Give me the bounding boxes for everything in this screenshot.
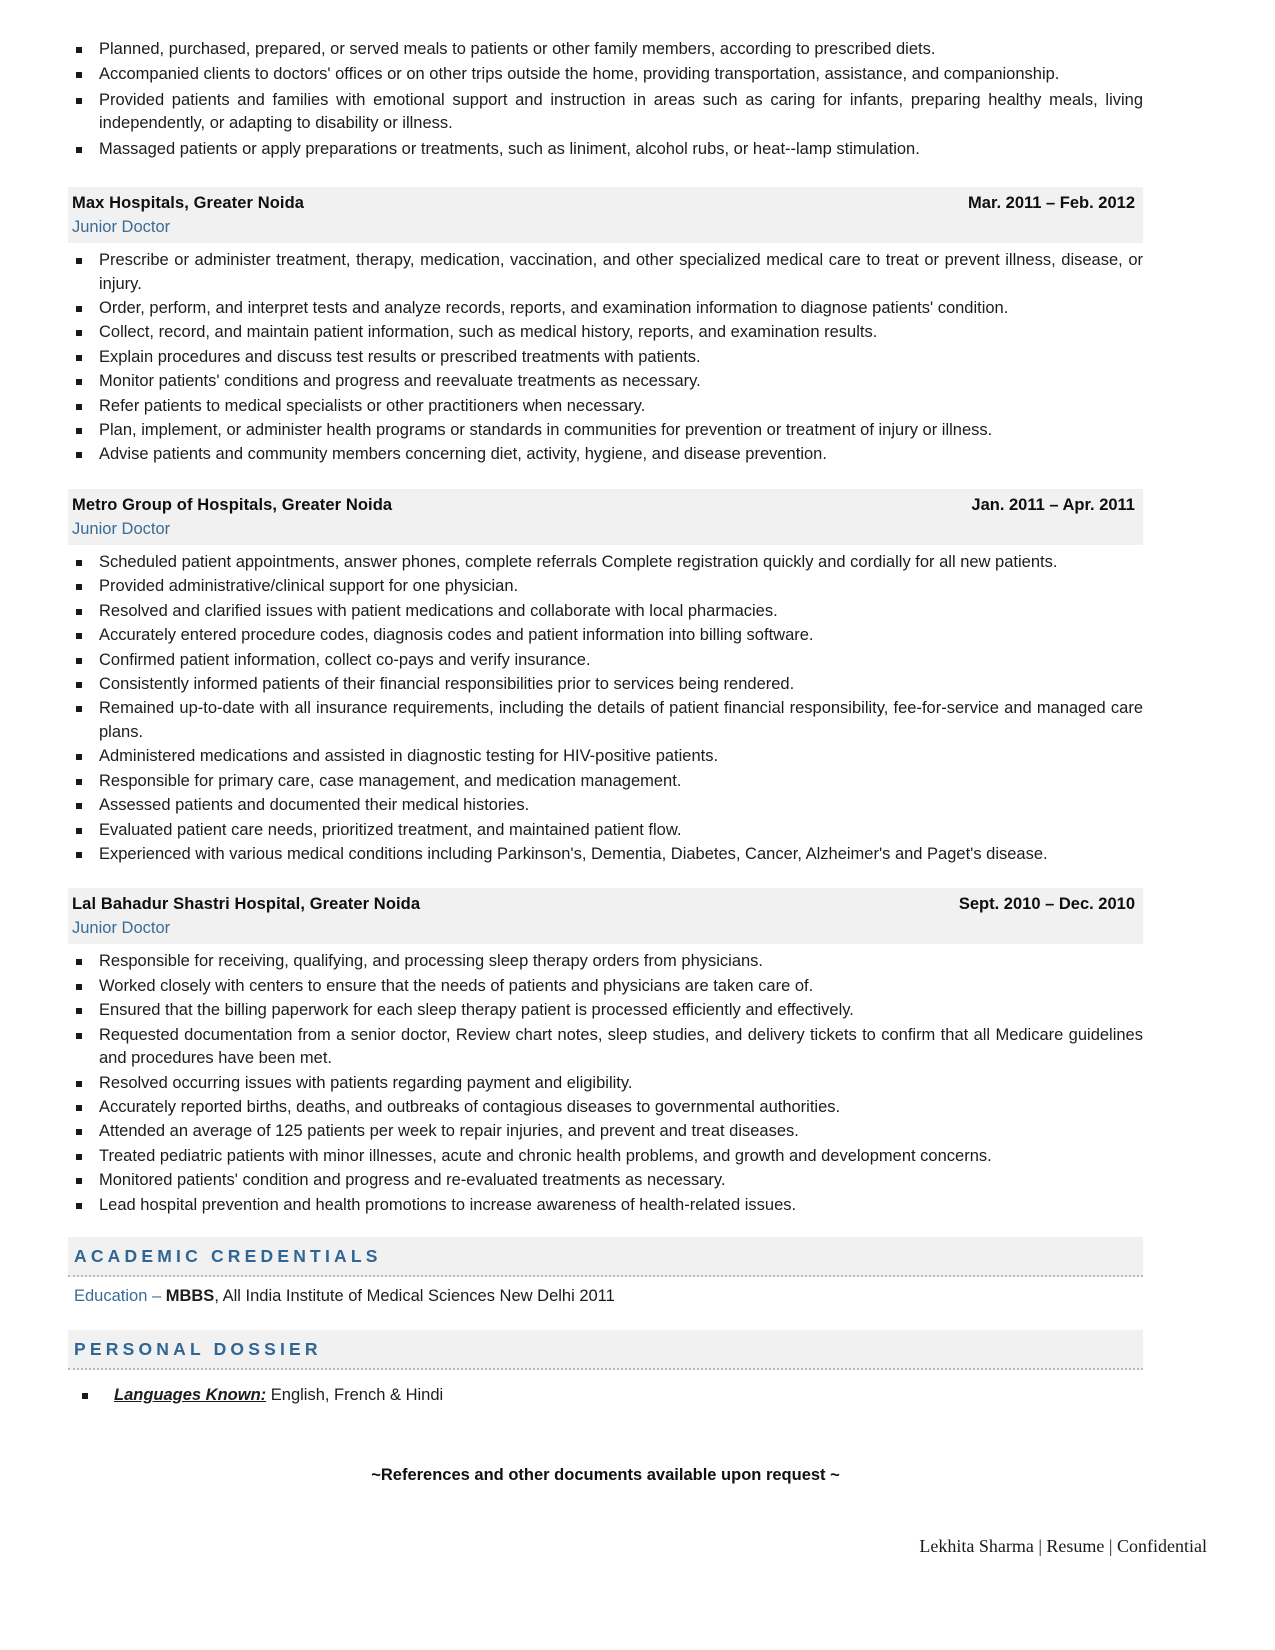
job-title: Junior Doctor <box>72 519 171 538</box>
list-item: Evaluated patient care needs, prioritized treatment, and maintained patient flow. <box>68 819 1143 842</box>
list-item: Experienced with various medical conditions including Parkinson's, Dementia, Diabetes, Cancer, Alzheimer's and Paget's disease. <box>68 843 1143 866</box>
education-line <box>74 1285 1137 1308</box>
job-date-range: Mar. 2011 – Feb. 2012 <box>968 194 1135 213</box>
list-item: Massaged patients or apply preparations or treatments, such as liniment, alcohol rubs, or heat--lamp stimulation. <box>68 138 1143 161</box>
job-bullet-list <box>68 249 1143 467</box>
job-header-row <box>72 194 1135 213</box>
section-personal-body <box>68 1370 1143 1409</box>
list-item: Advise patients and community members concerning diet, activity, hygiene, and disease prevention. <box>68 443 1143 466</box>
list-item: Responsible for primary care, case management, and medication management. <box>68 770 1143 793</box>
job-header-row <box>72 496 1135 515</box>
list-item: Provided patients and families with emotional support and instruction in areas such as caring for infants, preparing healthy meals, living independently, or adapting to disability or illness. <box>68 89 1143 136</box>
list-item: Accompanied clients to doctors' offices or on other trips outside the home, providing transportation, assistance, and companionship. <box>68 63 1143 86</box>
top-bullet-list <box>68 38 1143 161</box>
section-title-personal: PERSONAL DOSSIER <box>74 1339 322 1360</box>
page-footer: Lekhita Sharma | Resume | Confidential <box>919 1536 1207 1556</box>
list-item: Accurately entered procedure codes, diagnosis codes and patient information into billing software. <box>68 624 1143 647</box>
list-item: Lead hospital prevention and health promotions to increase awareness of health-related issues. <box>68 1194 1143 1217</box>
job-header-band <box>68 888 1143 944</box>
list-item: Plan, implement, or administer health programs or standards in communities for prevention or treatment of injury or illness. <box>68 419 1143 442</box>
list-item: Resolved occurring issues with patients regarding payment and eligibility. <box>68 1072 1143 1095</box>
job-header-row <box>72 895 1135 914</box>
job-company-name: Max Hospitals, Greater Noida <box>72 194 305 213</box>
languages-label: Languages Known: <box>114 1386 267 1405</box>
education-detail: , All India Institute of Medical Sciences New Delhi 2011 <box>214 1287 615 1306</box>
list-item: Explain procedures and discuss test results or prescribed treatments with patients. <box>68 346 1143 369</box>
education-label: Education – <box>74 1287 166 1306</box>
list-item: Worked closely with centers to ensure that the needs of patients and physicians are taken care of. <box>68 975 1143 998</box>
job-header-band <box>68 489 1143 545</box>
list-item: Provided administrative/clinical support for one physician. <box>68 575 1143 598</box>
closing-note: ~References and other documents available upon request ~ <box>371 1465 840 1484</box>
list-item: Attended an average of 125 patients per week to repair injuries, and prevent and treat diseases. <box>68 1120 1143 1143</box>
list-item: Scheduled patient appointments, answer phones, complete referrals Complete registration quickly and cordially for all new patients. <box>68 551 1143 574</box>
section-academic-credentials-header <box>68 1237 1143 1277</box>
list-item: Monitor patients' conditions and progress and reevaluate treatments as necessary. <box>68 370 1143 393</box>
dossier-list <box>74 1384 1137 1407</box>
job-header-band <box>68 187 1143 243</box>
experience-sections <box>68 187 1143 1217</box>
section-title-academic: ACADEMIC CREDENTIALS <box>74 1246 382 1267</box>
job-bullet-list <box>68 950 1143 1217</box>
languages-value: English, French & Hindi <box>266 1386 444 1405</box>
job-date-range: Jan. 2011 – Apr. 2011 <box>971 495 1135 514</box>
job-company-name: Lal Bahadur Shastri Hospital, Greater Noida <box>72 895 421 914</box>
list-item: Order, perform, and interpret tests and analyze records, reports, and examination information to diagnose patients' condition. <box>68 297 1143 320</box>
list-item: Planned, purchased, prepared, or served meals to patients or other family members, according to prescribed diets. <box>68 38 1143 61</box>
job-title: Junior Doctor <box>72 218 171 237</box>
list-item: Accurately reported births, deaths, and outbreaks of contagious diseases to governmental authorities. <box>68 1096 1143 1119</box>
list-item: Ensured that the billing paperwork for each sleep therapy patient is processed efficiently and effectively. <box>68 999 1143 1022</box>
list-item: Treated pediatric patients with minor illnesses, acute and chronic health problems, and growth and development concerns. <box>68 1145 1143 1168</box>
list-item: Refer patients to medical specialists or other practitioners when necessary. <box>68 395 1143 418</box>
list-item: Requested documentation from a senior doctor, Review chart notes, sleep studies, and delivery tickets to confirm that all Medicare guidelines and procedures have been met. <box>68 1024 1143 1071</box>
document-content <box>68 38 1143 1485</box>
job-date-range: Sept. 2010 – Dec. 2010 <box>958 895 1135 914</box>
list-item: Remained up-to-date with all insurance requirements, including the details of patient financial responsibility, fee-for-service and managed care plans. <box>68 697 1143 744</box>
job-title: Junior Doctor <box>72 919 171 938</box>
list-item: Administered medications and assisted in diagnostic testing for HIV-positive patients. <box>68 745 1143 768</box>
list-item: Confirmed patient information, collect co-pays and verify insurance. <box>68 649 1143 672</box>
job-company-name: Metro Group of Hospitals, Greater Noida <box>72 495 393 514</box>
list-item: Resolved and clarified issues with patient medications and collaborate with local pharmacies. <box>68 600 1143 623</box>
list-item: Monitored patients' condition and progress and re-evaluated treatments as necessary. <box>68 1169 1143 1192</box>
section-personal-dossier-header <box>68 1330 1143 1370</box>
job-bullet-list <box>68 551 1143 866</box>
list-item-languages <box>74 1384 1137 1407</box>
education-degree: MBBS <box>165 1287 215 1306</box>
list-item: Consistently informed patients of their financial responsibilities prior to services being rendered. <box>68 673 1143 696</box>
list-item: Collect, record, and maintain patient information, such as medical history, reports, and examination results. <box>68 321 1143 344</box>
section-academic-body <box>68 1277 1143 1310</box>
list-item: Assessed patients and documented their medical histories. <box>68 794 1143 817</box>
list-item: Responsible for receiving, qualifying, and processing sleep therapy orders from physicians. <box>68 950 1143 973</box>
list-item: Prescribe or administer treatment, therapy, medication, vaccination, and other specialized medical care to treat or prevent illness, disease, or injury. <box>68 249 1143 296</box>
